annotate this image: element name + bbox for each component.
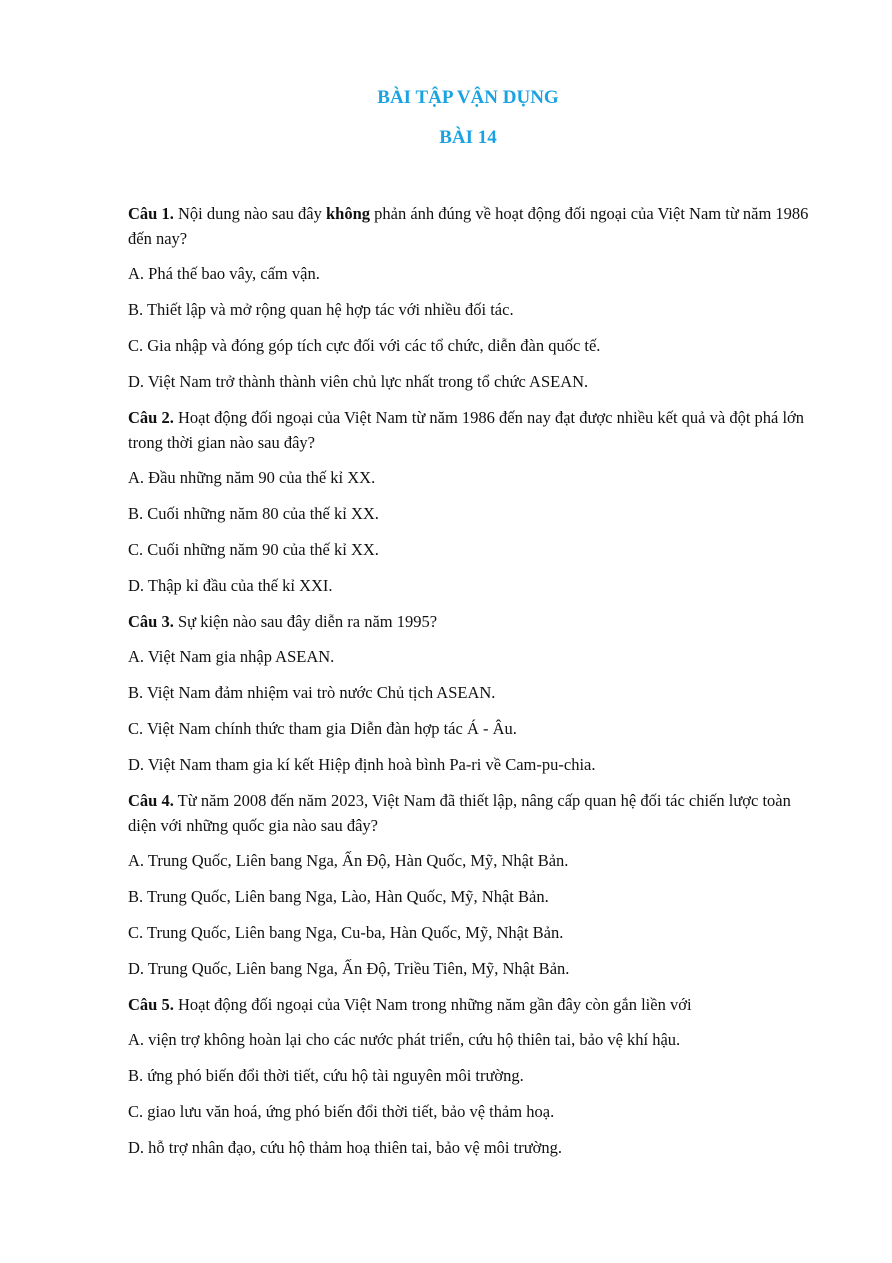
- question-5-option-d: D. hỗ trợ nhân đạo, cứu hộ thảm hoạ thiên tai, bảo vệ môi trường.: [128, 1138, 562, 1157]
- question-1-label: Câu 1.: [128, 204, 174, 223]
- question-1: [128, 201, 818, 394]
- question-1-emphasis: không: [326, 204, 371, 223]
- document-subtitle: BÀI 14: [439, 127, 497, 148]
- question-5-text: Hoạt động đối ngoại của Việt Nam trong những năm gần đây còn gắn liền với: [177, 995, 692, 1014]
- question-4-option-a: A. Trung Quốc, Liên bang Nga, Ấn Độ, Hàn Quốc, Mỹ, Nhật Bản.: [128, 851, 569, 870]
- question-3-option-b: B. Việt Nam đảm nhiệm vai trò nước Chủ tịch ASEAN.: [128, 683, 496, 702]
- question-2-option-b: B. Cuối những năm 80 của thế kỉ XX.: [128, 504, 379, 523]
- question-5-option-c: C. giao lưu văn hoá, ứng phó biến đổi thời tiết, bảo vệ thảm hoạ.: [128, 1102, 555, 1121]
- document-title: BÀI TẬP VẬN DỤNG: [377, 87, 559, 108]
- question-1-option-c: C. Gia nhập và đóng góp tích cực đối với các tổ chức, diễn đàn quốc tế.: [128, 336, 601, 355]
- question-2-stem: [128, 405, 818, 455]
- question-3-option-a: A. Việt Nam gia nhập ASEAN.: [128, 647, 335, 666]
- question-1-stem: [128, 201, 818, 251]
- question-4-option-c: C. Trung Quốc, Liên bang Nga, Cu-ba, Hàn Quốc, Mỹ, Nhật Bản.: [128, 923, 564, 942]
- question-4-stem: [128, 788, 818, 838]
- question-3-stem: [128, 609, 818, 634]
- question-1-text-after: phản ánh đúng về hoạt động đối ngoại của Việt Nam từ năm 1986 đến nay?: [128, 204, 809, 248]
- question-3: [128, 609, 818, 777]
- question-4-text: Từ năm 2008 đến năm 2023, Việt Nam đã thiết lập, nâng cấp quan hệ đối tác chiến lược toàn diện với những quốc gia nào sau đây?: [128, 791, 791, 835]
- question-5-label: Câu 5.: [128, 995, 174, 1014]
- question-2-option-c: C. Cuối những năm 90 của thế kỉ XX.: [128, 540, 379, 559]
- question-list: [128, 201, 818, 1171]
- question-2-text: Hoạt động đối ngoại của Việt Nam từ năm 1986 đến nay đạt được nhiều kết quả và đột phá lớn trong thời gian nào sau đây?: [128, 408, 805, 452]
- question-5-option-a: A. viện trợ không hoàn lại cho các nước phát triển, cứu hộ thiên tai, bảo vệ khí hậu.: [128, 1030, 681, 1049]
- question-5-option-b: B. ứng phó biến đổi thời tiết, cứu hộ tài nguyên môi trường.: [128, 1066, 524, 1085]
- question-3-text: Sự kiện nào sau đây diễn ra năm 1995?: [177, 612, 438, 631]
- question-3-option-c: C. Việt Nam chính thức tham gia Diễn đàn hợp tác Á - Âu.: [128, 719, 517, 738]
- question-1-option-a: A. Phá thế bao vây, cấm vận.: [128, 264, 320, 283]
- question-4: [128, 788, 818, 981]
- question-4-option-d: D. Trung Quốc, Liên bang Nga, Ấn Độ, Triều Tiên, Mỹ, Nhật Bản.: [128, 959, 570, 978]
- question-1-option-b: B. Thiết lập và mở rộng quan hệ hợp tác với nhiều đối tác.: [128, 300, 514, 319]
- question-2-label: Câu 2.: [128, 408, 174, 427]
- question-2-option-a: A. Đầu những năm 90 của thế kỉ XX.: [128, 468, 376, 487]
- question-5-stem: [128, 992, 818, 1017]
- question-2: [128, 405, 818, 598]
- question-3-label: Câu 3.: [128, 612, 174, 631]
- question-5: [128, 992, 818, 1160]
- question-2-option-d: D. Thập kỉ đầu của thế kỉ XXI.: [128, 576, 333, 595]
- question-1-text-before: Nội dung nào sau đây: [177, 204, 322, 223]
- question-4-option-b: B. Trung Quốc, Liên bang Nga, Lào, Hàn Quốc, Mỹ, Nhật Bản.: [128, 887, 549, 906]
- question-3-option-d: D. Việt Nam tham gia kí kết Hiệp định hoà bình Pa-ri về Cam-pu-chia.: [128, 755, 596, 774]
- question-4-label: Câu 4.: [128, 791, 174, 810]
- question-1-option-d: D. Việt Nam trở thành thành viên chủ lực nhất trong tổ chức ASEAN.: [128, 372, 589, 391]
